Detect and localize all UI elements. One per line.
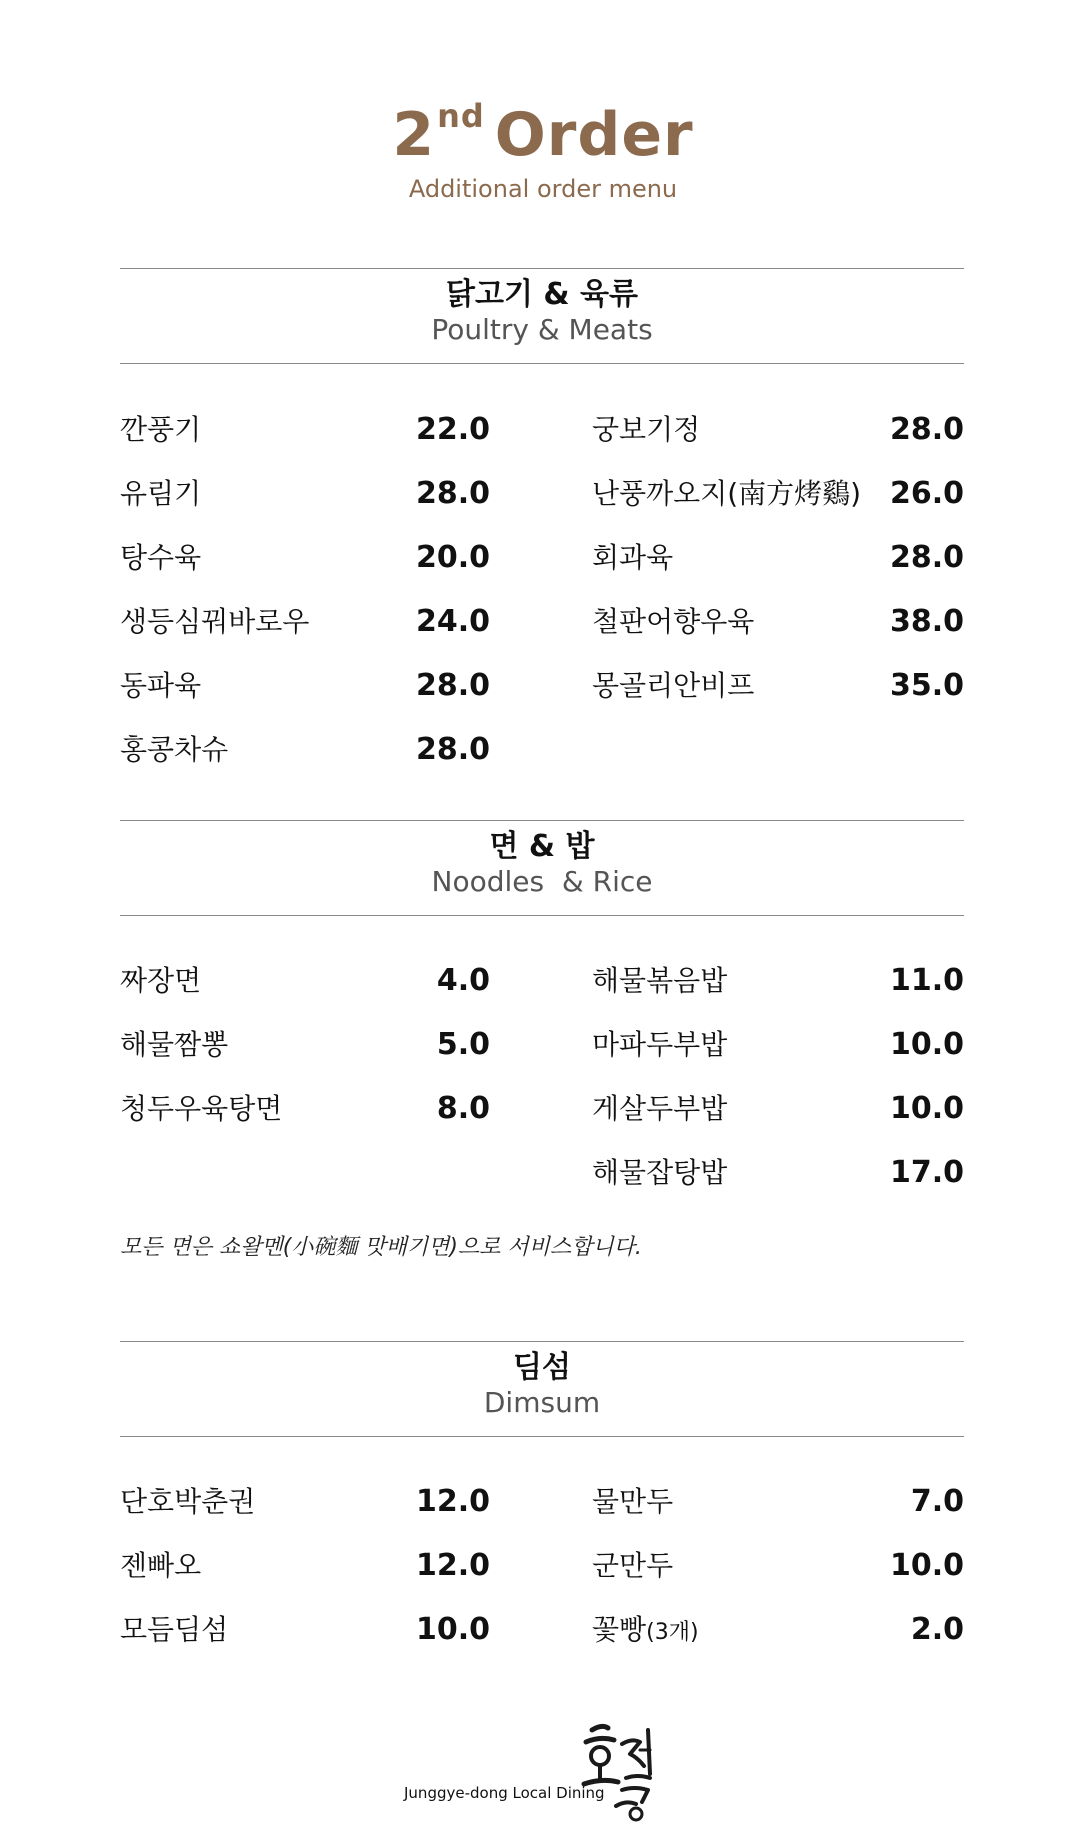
item-name: 마파두부밥 xyxy=(592,1028,728,1061)
item-name: 단호박춘권 xyxy=(120,1485,256,1518)
item-name: 젠빠오 xyxy=(120,1549,202,1582)
item-price: 10.0 xyxy=(889,1548,964,1583)
section-header xyxy=(120,1341,964,1437)
section-header xyxy=(120,268,964,364)
menu-item xyxy=(592,540,964,604)
item-name: 물만두 xyxy=(592,1485,674,1518)
item-name: 해물볶음밥 xyxy=(592,964,728,997)
item-price: 17.0 xyxy=(889,1155,964,1190)
section-title-ko: 딤섬 xyxy=(513,1350,571,1385)
item-name: 궁보기정 xyxy=(592,413,701,446)
calligraphy-logo-icon xyxy=(578,1720,678,1828)
menu-item xyxy=(120,1548,490,1612)
menu-item xyxy=(120,732,490,796)
menu-item xyxy=(120,412,490,476)
item-name: 짜장면 xyxy=(120,964,202,997)
item-price: 12.0 xyxy=(415,1548,490,1583)
noodle-service-note: 모든 면은 쇼왈멘(小碗麵 맛배기면)으로 서비스합니다. xyxy=(120,1235,642,1260)
item-price: 28.0 xyxy=(889,412,964,447)
item-name: 난풍까오지(南方烤鷄) xyxy=(592,477,862,510)
section-title-en: Poultry & Meats xyxy=(431,313,653,346)
menu-item xyxy=(120,1091,490,1155)
page-title: 2nd Order xyxy=(392,97,694,170)
item-price: 28.0 xyxy=(415,668,490,703)
menu-item xyxy=(120,1484,490,1548)
menu-item xyxy=(120,540,490,604)
left-column xyxy=(120,412,490,796)
section-header xyxy=(120,820,964,916)
item-price: 11.0 xyxy=(889,963,964,998)
item-quantity: (3개) xyxy=(646,1620,699,1645)
item-price: 10.0 xyxy=(415,1612,490,1647)
page-subtitle: Additional order menu xyxy=(408,175,678,203)
item-price: 10.0 xyxy=(889,1091,964,1126)
item-price: 28.0 xyxy=(889,540,964,575)
menu-item xyxy=(592,1155,964,1219)
section-title-ko: 닭고기 & 육류 xyxy=(446,277,638,312)
item-name: 모듬딤섬 xyxy=(120,1613,229,1646)
item-price: 24.0 xyxy=(415,604,490,639)
right-column xyxy=(592,1484,964,1676)
menu-item xyxy=(592,604,964,668)
item-name: 생등심꿔바로우 xyxy=(120,605,310,638)
menu-item xyxy=(120,963,490,1027)
menu-item xyxy=(120,1612,490,1676)
menu-item xyxy=(120,476,490,540)
section-title-ko: 면 & 밥 xyxy=(489,829,595,864)
section-title-en: Dimsum xyxy=(483,1386,601,1419)
item-name: 해물짬뽕 xyxy=(120,1028,229,1061)
menu-item xyxy=(120,604,490,668)
menu-item xyxy=(592,1027,964,1091)
menu-item xyxy=(120,1027,490,1091)
item-price: 22.0 xyxy=(415,412,490,447)
item-price: 8.0 xyxy=(436,1091,490,1126)
item-name: 게살두부밥 xyxy=(592,1092,728,1125)
right-column xyxy=(592,412,964,732)
item-price: 2.0 xyxy=(910,1612,964,1647)
item-price: 26.0 xyxy=(889,476,964,511)
item-name: 철판어향우육 xyxy=(592,605,755,638)
item-price: 28.0 xyxy=(415,732,490,767)
item-name: 해물잡탕밥 xyxy=(592,1156,728,1189)
item-name: 군만두 xyxy=(592,1549,674,1582)
left-column xyxy=(120,963,490,1155)
menu-item xyxy=(592,1091,964,1155)
right-column xyxy=(592,963,964,1219)
item-price: 38.0 xyxy=(889,604,964,639)
menu-item xyxy=(592,668,964,732)
menu-item xyxy=(592,1484,964,1548)
item-name: 홍콩차슈 xyxy=(120,733,229,766)
menu-item xyxy=(592,476,964,540)
item-name: 꽃빵(3개) xyxy=(592,1613,699,1646)
item-name: 동파육 xyxy=(120,669,202,702)
item-price: 28.0 xyxy=(415,476,490,511)
page-header xyxy=(0,97,1086,203)
item-price: 5.0 xyxy=(436,1027,490,1062)
item-price: 10.0 xyxy=(889,1027,964,1062)
menu-item xyxy=(592,1612,964,1676)
left-column xyxy=(120,1484,490,1676)
item-name: 유림기 xyxy=(120,477,202,510)
menu-item xyxy=(592,1548,964,1612)
section-title-en: Noodles & Rice xyxy=(431,865,653,898)
item-name: 탕수육 xyxy=(120,541,202,574)
item-name: 몽골리안비프 xyxy=(592,669,755,702)
menu-item xyxy=(592,963,964,1027)
footer-text: Junggye-dong Local Dining xyxy=(404,1784,605,1802)
item-price: 12.0 xyxy=(415,1484,490,1519)
item-name: 회과육 xyxy=(592,541,674,574)
item-price: 35.0 xyxy=(889,668,964,703)
footer xyxy=(0,1720,1086,1830)
menu-item xyxy=(592,412,964,476)
item-price: 4.0 xyxy=(436,963,490,998)
item-name: 청두우육탕면 xyxy=(120,1092,283,1125)
item-price: 20.0 xyxy=(415,540,490,575)
item-name: 깐풍기 xyxy=(120,413,202,446)
menu-item xyxy=(120,668,490,732)
item-price: 7.0 xyxy=(910,1484,964,1519)
